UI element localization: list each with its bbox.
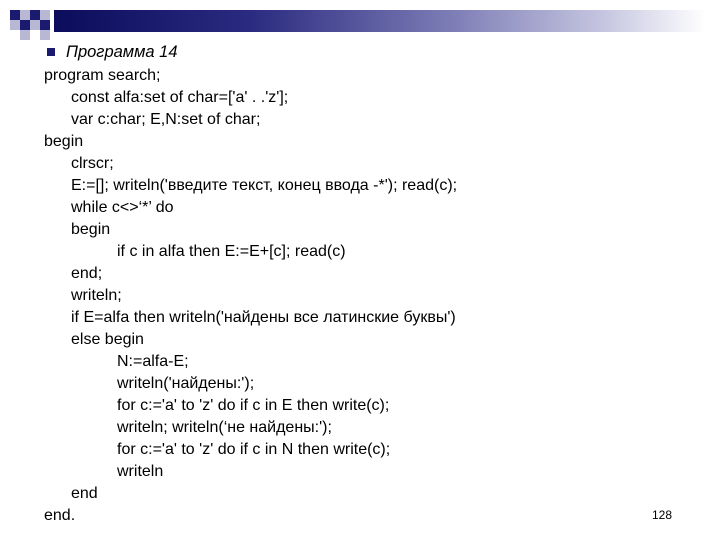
code-line: var c:char; E,N:set of char; <box>71 111 261 128</box>
code-line: N:=alfa-E; <box>117 353 189 370</box>
deco-square <box>20 10 30 20</box>
deco-square <box>40 10 50 20</box>
code-line: if c in alfa then E:=E+[c]; read(c) <box>117 243 346 260</box>
code-line: else begin <box>71 331 144 348</box>
code-line: writeln; writeln(‘не найдены:'); <box>117 419 332 436</box>
code-line: writeln; <box>71 287 122 304</box>
code-line: clrscr; <box>71 155 114 172</box>
code-line: begin <box>71 221 111 238</box>
code-line: begin <box>44 133 84 150</box>
code-line: end; <box>71 265 103 282</box>
deco-square <box>30 10 40 20</box>
code-line: for c:='a' to 'z' do if c in N then write(c); <box>117 441 391 458</box>
deco-square <box>10 10 20 20</box>
header-decoration <box>0 0 720 40</box>
square-bullet-icon <box>47 48 55 56</box>
code-line: program search; <box>44 67 161 84</box>
code-listing <box>44 65 457 527</box>
code-line: const alfa:set of char=['a' . .'z']; <box>71 89 289 106</box>
code-line: end <box>71 485 98 502</box>
code-line: writeln('найдены:'); <box>117 375 255 392</box>
code-line: for c:='a' to 'z' do if c in E then write(c); <box>117 397 390 414</box>
code-line: E:=[]; writeln('введите текст, конец ввода -*'); read(c); <box>71 177 458 194</box>
code-line: if E=alfa then writeln('найдены все латинские буквы') <box>71 309 456 326</box>
deco-square <box>20 30 30 40</box>
deco-square <box>30 20 40 30</box>
code-line: end. <box>44 507 76 524</box>
deco-square <box>10 20 20 30</box>
deco-square <box>40 20 50 30</box>
deco-square <box>20 20 30 30</box>
code-line: while c<>‘*’ do <box>71 199 174 216</box>
slide-title-text: Программа 14 <box>66 42 178 61</box>
code-line: writeln <box>117 463 164 480</box>
header-gradient-bar <box>54 10 706 32</box>
slide-title <box>44 40 178 64</box>
page-number: 128 <box>652 508 673 522</box>
deco-square <box>40 30 50 40</box>
